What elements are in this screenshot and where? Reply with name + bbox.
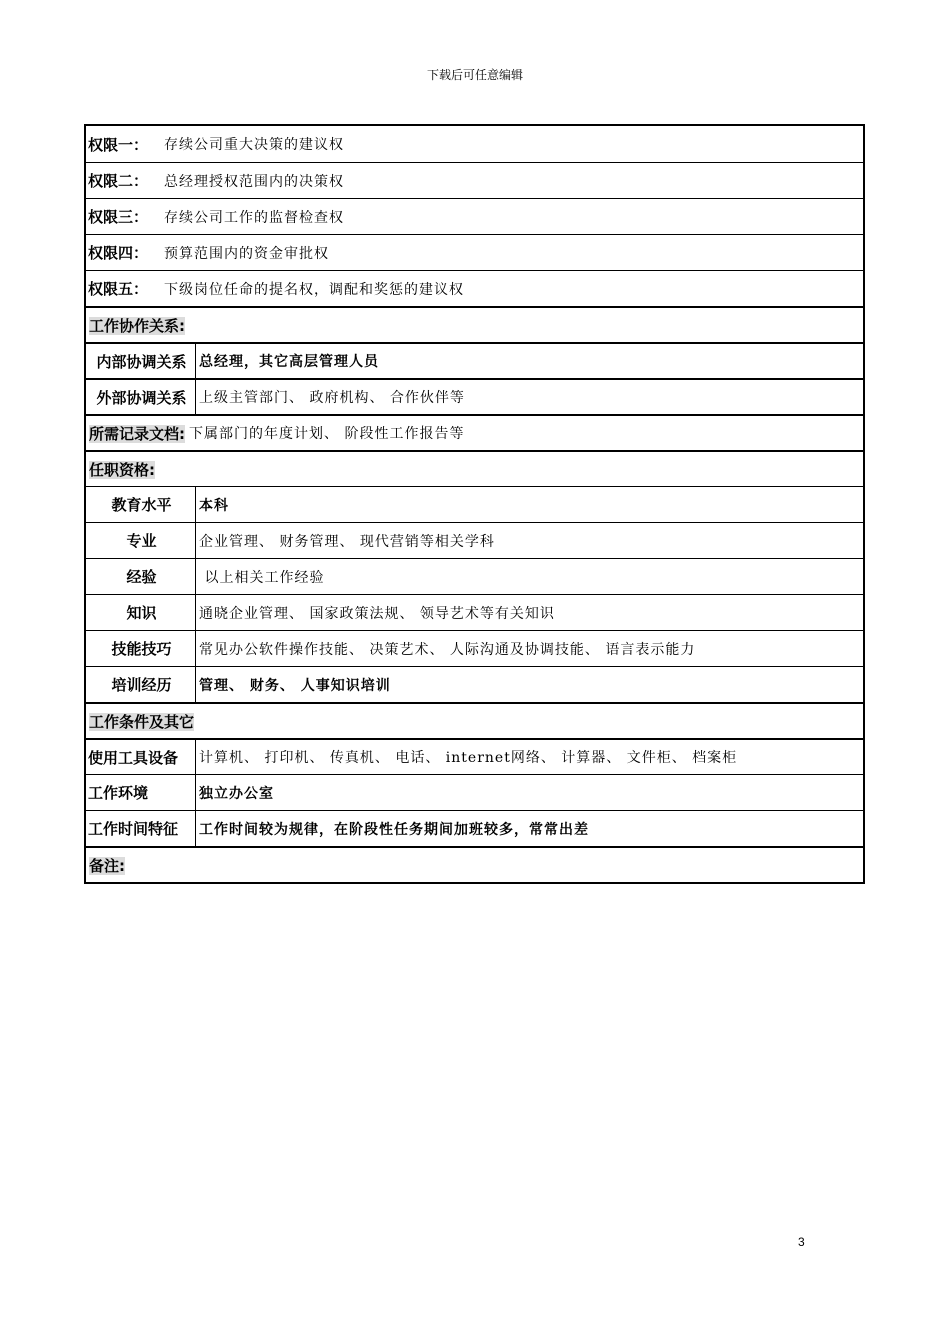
qualification-row-education (86, 486, 863, 522)
authority-row-2 (86, 162, 863, 198)
header-note: 下载后可任意编辑 (426, 68, 523, 82)
authority-value: 存续公司工作的监督检查权 (164, 209, 344, 226)
authority-label: 权限二： (88, 172, 149, 190)
qualification-value: 企业管理、 财务管理、 现代营销等相关学科 (199, 533, 495, 550)
condition-row-tools (86, 738, 863, 774)
conditions-section-title (86, 702, 863, 738)
authority-row-3 (86, 198, 863, 234)
qualification-value: 以上相关工作经验 (199, 569, 325, 586)
authority-value: 存续公司重大决策的建议权 (164, 137, 344, 153)
condition-label: 工作时间特征 (88, 820, 179, 838)
authority-value: 总经理授权范围内的决策权 (164, 173, 344, 190)
collab-internal-row (86, 342, 863, 378)
condition-value: 独立办公室 (199, 785, 274, 802)
qualification-value: 常见办公软件操作技能、 决策艺术、 人际沟通及协调技能、 语言表示能力 (199, 641, 696, 658)
qualifications-section-title (86, 450, 863, 486)
qualification-label: 技能技巧 (111, 640, 172, 658)
qualification-label: 经验 (126, 568, 157, 586)
authority-label: 权限五： (88, 280, 149, 298)
remarks-label: 备注: (89, 856, 125, 875)
qualification-row-experience (86, 558, 863, 594)
external-value: 上级主管部门、 政府机构、 合作伙伴等 (199, 390, 465, 406)
condition-row-hours (86, 810, 863, 846)
section-heading: 工作条件及其它 (89, 712, 195, 731)
collab-external-row (86, 378, 863, 414)
section-heading: 任职资格: (89, 460, 155, 479)
records-value: 下属部门的年度计划、 阶段性工作报告等 (189, 426, 465, 442)
external-label: 外部协调关系 (96, 388, 187, 407)
collab-section-title (86, 306, 863, 342)
qualification-row-training (86, 666, 863, 702)
authority-value: 预算范围内的资金审批权 (164, 245, 329, 262)
authority-label: 权限三： (88, 208, 149, 226)
condition-value: 工作时间较为规律，在阶段性任务期间加班较多，常常出差 (199, 821, 589, 838)
qualification-row-knowledge (86, 594, 863, 630)
qualification-label: 培训经历 (111, 676, 172, 694)
records-row (86, 414, 863, 450)
authority-value: 下级岗位任命的提名权，调配和奖惩的建议权 (164, 281, 464, 298)
page-number: 3 (798, 1235, 805, 1249)
authority-label: 权限一： (88, 135, 149, 154)
qualification-label: 知识 (126, 604, 157, 622)
qualification-label: 教育水平 (111, 496, 172, 514)
condition-label: 工作环境 (88, 784, 149, 802)
qualification-value: 管理、 财务、 人事知识培训 (199, 677, 391, 694)
internal-label: 内部协调关系 (96, 352, 187, 371)
qualification-value: 本科 (199, 497, 229, 514)
condition-label: 使用工具设备 (88, 748, 179, 767)
internal-value: 总经理，其它高层管理人员 (199, 354, 379, 370)
job-description-table (84, 124, 865, 884)
remarks-row (86, 846, 863, 882)
qualification-row-major (86, 522, 863, 558)
condition-value: 计算机、 打印机、 传真机、 电话、 internet网络、 计算器、 文件柜、 档案柜 (199, 750, 738, 766)
qualification-value: 通晓企业管理、 国家政策法规、 领导艺术等有关知识 (199, 605, 555, 622)
qualification-label: 专业 (126, 532, 157, 550)
section-heading: 工作协作关系: (89, 316, 185, 335)
condition-row-environment (86, 774, 863, 810)
authority-row-1 (86, 126, 863, 162)
authority-row-5 (86, 270, 863, 306)
qualification-row-skills (86, 630, 863, 666)
records-label: 所需记录文档: (89, 424, 185, 443)
authority-label: 权限四： (88, 244, 149, 262)
authority-row-4 (86, 234, 863, 270)
